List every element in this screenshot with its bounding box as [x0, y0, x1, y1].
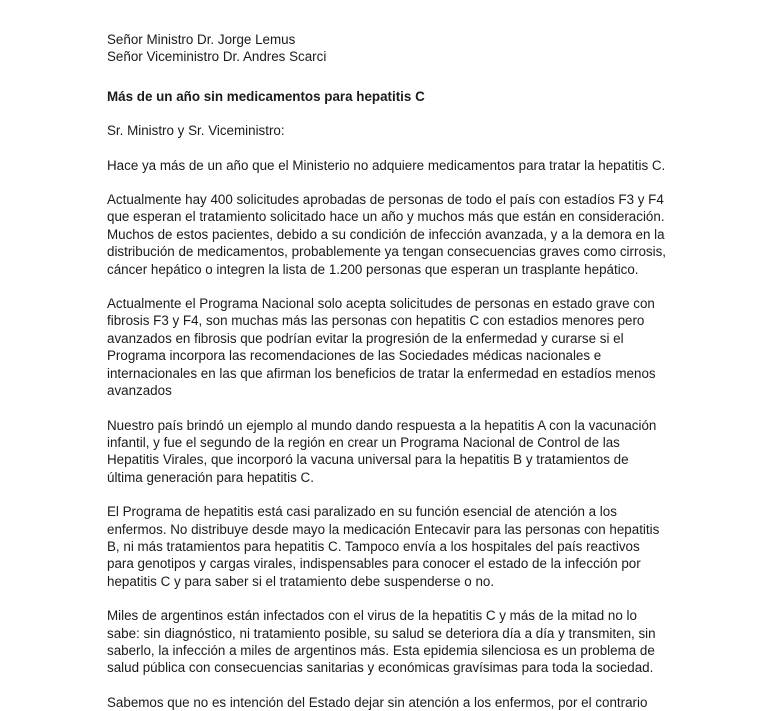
letter-salutation: Sr. Ministro y Sr. Viceministro: [107, 123, 285, 139]
paragraph-3: Actualmente el Programa Nacional solo acepta solicitudes de personas en estado grave con fibrosis F3 y F4, son muchas más las personas con hepatitis C con estadios menores pero avanzados en fibrosis que podrían evitar la progresión de la enfermedad y curarse si el Programa incorpora las recomendaciones de las Sociedades médicas nacionales e internacionales en las que afirman los beneficios de tratar la enfermedad en estadíos menos avanzados [107, 296, 656, 399]
addressee-viceminister: Señor Viceministro Dr. Andres Scarci [107, 49, 327, 65]
paragraph-1: Hace ya más de un año que el Ministerio no adquiere medicamentos para tratar la hepatitis C. [107, 157, 666, 173]
letter-subject: Más de un año sin medicamentos para hepatitis C [107, 88, 425, 104]
letter-body [107, 31, 667, 711]
addressee-minister: Señor Ministro Dr. Jorge Lemus [107, 32, 296, 47]
paragraph-5: El Programa de hepatitis está casi paralizado en su función esencial de atención a los enfermos. No distribuye desde mayo la medicación Entecavir para las personas con hepatitis B, ni más tratamientos para hepatitis C. Tampoco envía a los hospitales del país reactivos para genotipos y cargas virales, indispensables para conocer el estado de la infección por hepatitis C y para saber si el tratamiento debe suspenderse o no. [107, 504, 660, 589]
paragraph-2: Actualmente hay 400 solicitudes aprobadas de personas de todo el país con estadíos F3 y F4 que esperan el tratamiento solicitado hace un año y muchos más que están en consideración. Muchos de estos pacientes, debido a su condición de infección avanzada, y a la demora en la distribución de medicamentos, probablemente ya tengan consecuencias graves como cirrosis, cáncer hepático o integren la lista de 1.200 personas que esperan un trasplante hepático. [107, 192, 666, 277]
paragraph-4: Nuestro país brindó un ejemplo al mundo dando respuesta a la hepatitis A con la vacunación infantil, y fue el segundo de la región en crear un Programa Nacional de Control de las Hepatitis Virales, que incorporó la vacuna universal para la hepatitis B y tratamientos de última generación para hepatitis C. [107, 417, 657, 485]
paragraph-6: Miles de argentinos están infectados con el virus de la hepatitis C y más de la mitad no lo sabe: sin diagnóstico, ni tratamiento posible, su salud se deteriora día a día y transmiten, sin saberlo, la infección a miles de argentinos más. Esta epidemia silenciosa es un problema de salud pública con consecuencias sanitarias y económicas gravísimas para toda la sociedad. [107, 608, 656, 676]
paragraph-7: Sabemos que no es intención del Estado dejar sin atención a los enfermos, por el contrario [107, 694, 648, 710]
